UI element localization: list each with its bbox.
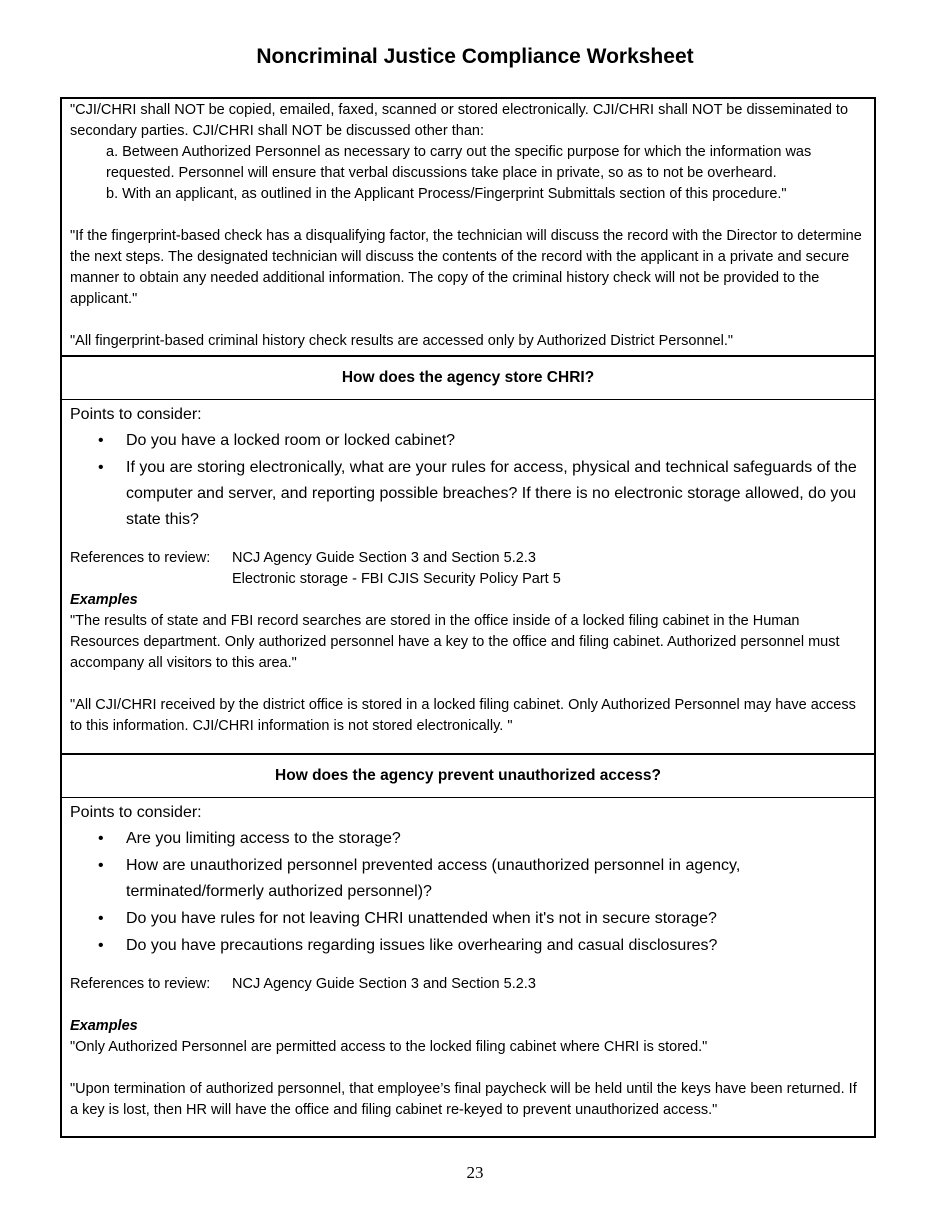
example-paragraph: "Upon termination of authorized personnel, that employee’s final paycheck will be held until the keys have been returned. If a key is lost, then HR will have the office and filing cabinet re-keyed to prevent unauthorized access."	[70, 1081, 857, 1118]
points-list	[70, 428, 866, 533]
bullet-icon: •	[98, 937, 104, 954]
bullet-icon: •	[98, 910, 104, 927]
bullet-icon: •	[98, 459, 104, 476]
references-label: References to review:	[70, 550, 211, 566]
intro-paragraph-2: "If the fingerprint-based check has a disqualifying factor, the technician will discuss the record with the Director to determine the next steps. The designated technician will discuss the contents of the record with the applicant in a private and secure manner to obtain any needed additional information. The copy of the criminal history check will not be provided to the applicant."	[70, 228, 862, 307]
intro-paragraph-3: "All fingerprint-based criminal history check results are accessed only by Authorized District Personnel."	[70, 333, 734, 349]
list-item: • How are unauthorized personnel prevented access (unauthorized personnel in agency, terminated/formerly authorized personnel)?	[70, 853, 866, 905]
page-number: 23	[466, 1163, 484, 1182]
bullet-icon: •	[98, 432, 104, 449]
references-row	[70, 548, 866, 590]
points-list	[70, 826, 866, 959]
section-store-body	[62, 400, 874, 753]
intro-paragraph-1: "CJI/CHRI shall NOT be copied, emailed, faxed, scanned or stored electronically. CJI/CHRI shall NOT be disseminated to secondary parties. CJI/CHRI shall NOT be discussed other than:	[70, 102, 849, 139]
worksheet-box	[60, 97, 876, 1138]
list-item: • Do you have precautions regarding issues like overhearing and casual disclosures?	[70, 933, 866, 959]
intro-item-b: b. With an applicant, as outlined in the Applicant Process/Fingerprint Submittals section of this procedure."	[106, 186, 787, 202]
reference-item: NCJ Agency Guide Section 3 and Section 5.2.3	[232, 976, 536, 992]
reference-item: Electronic storage - FBI CJIS Security Policy Part 5	[232, 571, 561, 587]
bullet-icon: •	[98, 830, 104, 847]
list-item: • If you are storing electronically, what are your rules for access, physical and technical safeguards of the computer and server, and reporting possible breaches? If there is no electronic storage allowed, do you state this?	[70, 455, 866, 533]
examples-label: Examples	[70, 592, 138, 608]
section-access-body	[62, 798, 874, 1136]
page-title: Noncriminal Justice Compliance Worksheet	[256, 45, 694, 68]
references-row	[70, 974, 866, 995]
list-item: • Do you have rules for not leaving CHRI unattended when it's not in secure storage?	[70, 906, 866, 932]
bullet-icon: •	[98, 857, 104, 874]
reference-item: NCJ Agency Guide Section 3 and Section 5.2.3	[232, 550, 536, 566]
intro-item-a: a. Between Authorized Personnel as necessary to carry out the specific purpose for which the information was requested. Personnel will ensure that verbal discussions take place in private, so as to not be overheard.	[106, 144, 812, 181]
section-heading-store: How does the agency store CHRI?	[62, 355, 874, 400]
section-heading-access: How does the agency prevent unauthorized access?	[62, 753, 874, 798]
points-label: Points to consider:	[70, 804, 202, 821]
example-paragraph: "Only Authorized Personnel are permitted access to the locked filing cabinet where CHRI is stored."	[70, 1039, 708, 1055]
references-label: References to review:	[70, 976, 211, 992]
example-paragraph: "All CJI/CHRI received by the district office is stored in a locked filing cabinet. Only Authorized Personnel may have access to this information. CJI/CHRI information is not stored electronically. "	[70, 697, 856, 734]
intro-block	[62, 99, 874, 355]
list-item: • Do you have a locked room or locked cabinet?	[70, 428, 866, 454]
example-paragraph: "The results of state and FBI record searches are stored in the office inside of a locked filing cabinet in the Human Resources department. Only authorized personnel have a key to the office and filing cabinet. Authorized personnel must accompany all visitors to this area."	[70, 613, 840, 671]
examples-label: Examples	[70, 1018, 138, 1034]
list-item: • Are you limiting access to the storage?	[70, 826, 866, 852]
points-label: Points to consider:	[70, 406, 202, 423]
